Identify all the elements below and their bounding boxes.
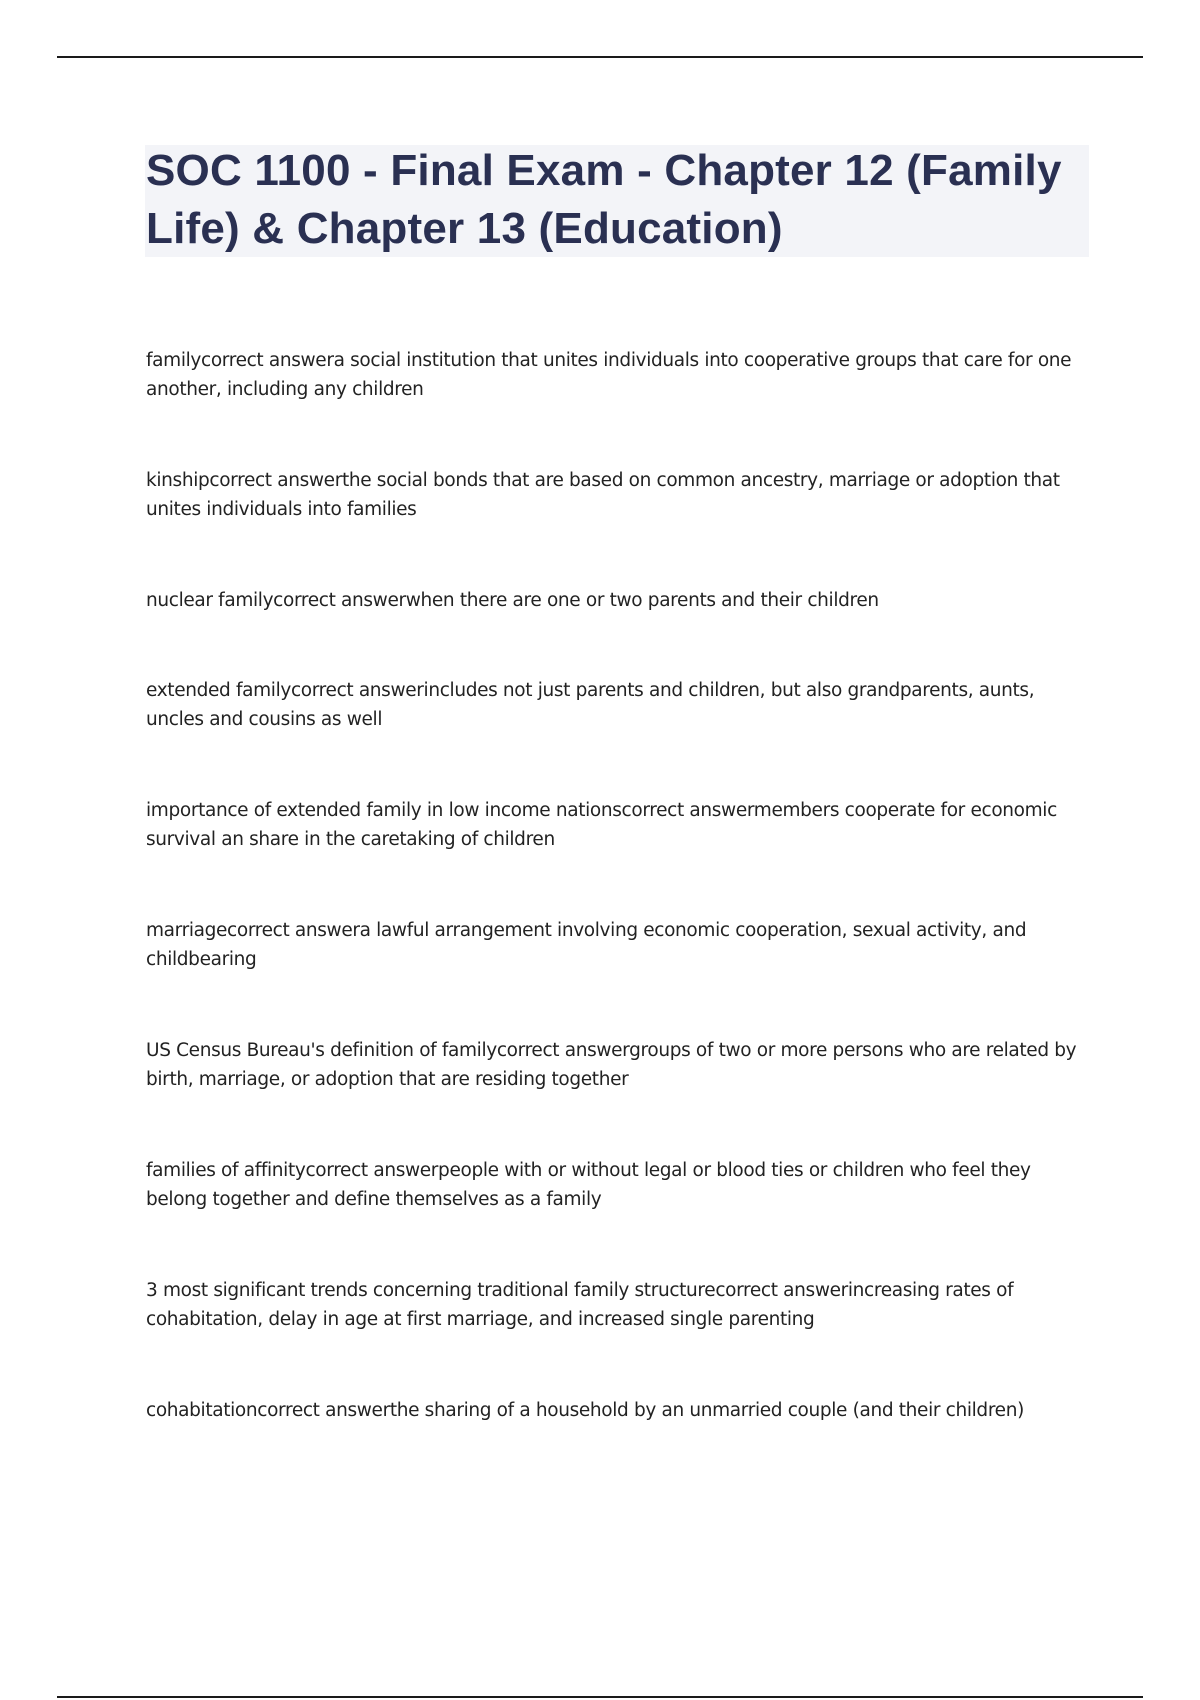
list-item: US Census Bureau's definition of familycorrect answergroups of two or more persons who are related by birth, marriage, or adoption that are residing together — [146, 1040, 1077, 1090]
list-item: marriagecorrect answera lawful arrangement involving economic cooperation, sexual activity, and childbearing — [146, 920, 1027, 970]
list-item: cohabitationcorrect answerthe sharing of a household by an unmarried couple (and their children) — [146, 1400, 1024, 1421]
list-item: 3 most significant trends concerning traditional family structurecorrect answerincreasing rates of cohabitation, delay in age at first marriage, and increased single parenting — [146, 1280, 1014, 1330]
list-item: familycorrect answera social institution that unites individuals into cooperative groups that care for one another, including any children — [146, 350, 1072, 400]
list-item: families of affinitycorrect answerpeople with or without legal or blood ties or children who feel they belong together and define themselves as a family — [146, 1160, 1031, 1210]
list-item: extended familycorrect answerincludes not just parents and children, but also grandparents, aunts, uncles and cousins as well — [146, 680, 1035, 730]
list-item: nuclear familycorrect answerwhen there are one or two parents and their children — [146, 590, 879, 611]
bottom-divider — [57, 1696, 1143, 1698]
list-item: importance of extended family in low income nationscorrect answermembers cooperate for economic survival an share in the caretaking of children — [146, 800, 1057, 850]
page-title: SOC 1100 - Final Exam - Chapter 12 (Family Life) & Chapter 13 (Education) — [146, 146, 1062, 253]
list-item: kinshipcorrect answerthe social bonds that are based on common ancestry, marriage or adoption that unites individuals into families — [146, 470, 1060, 520]
top-divider — [57, 56, 1143, 58]
